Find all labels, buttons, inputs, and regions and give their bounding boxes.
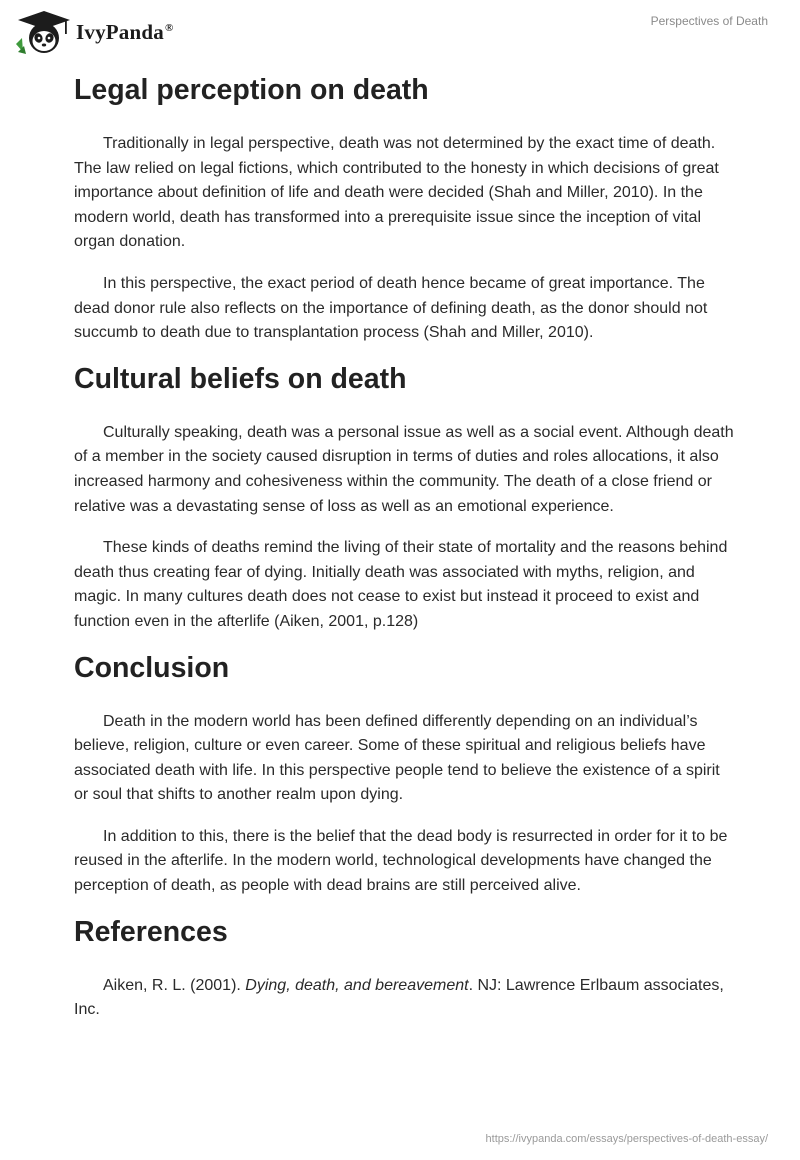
reference-publisher: . NJ: Lawrence Erlbaum associates, Inc. [74, 976, 724, 1019]
section-legal [74, 70, 734, 346]
source-url[interactable]: https://ivypanda.com/essays/perspectives-of-death-essay/ [485, 1133, 768, 1145]
reference-title: Dying, death, and bereavement [245, 976, 469, 994]
reference-entry [74, 974, 734, 1023]
paragraph: Death in the modern world has been defined differently depending on an individual’s believe, religion, culture or even career. Some of these spiritual and religious beliefs have associated death with life. In this perspective people tend to believe the existence of a spirit or soul that shifts to another realm upon dying. [74, 712, 720, 804]
paragraph: In this perspective, the exact period of death hence became of great importance. The dead donor rule also reflects on the importance of defining death, as the donor should not succumb to death due to transplantation process (Shah and Miller, 2010). [74, 274, 708, 342]
section-heading: Cultural beliefs on death [74, 362, 407, 395]
section-heading: Conclusion [74, 651, 230, 684]
panda-graduate-icon [14, 8, 72, 56]
section-heading: Legal perception on death [74, 74, 429, 106]
brand-logo-link[interactable] [14, 8, 173, 56]
reference-authors: Aiken, R. L. (2001). [103, 976, 246, 994]
paragraph: Traditionally in legal perspective, death was not determined by the exact time of death. The law relied on legal fictions, which contributed to the honesty in which decisions of great importance about definition of life and death were decided (Shah and Miller, 2010). In the modern world, death has transformed into a prerequisite issue since the inception of vital organ donation. [74, 135, 719, 251]
paragraph: Culturally speaking, death was a personal issue as well as a social event. Although death of a member in the society caused disruption in terms of duties and roles allocations, it also increased harmony and cohesiveness within the community. The death of a close friend or relative was a devastating sense of loss as well as an emotional experience. [74, 423, 734, 515]
section-references [74, 912, 734, 1023]
essay-content [74, 70, 734, 1023]
registered-mark: ® [164, 21, 174, 34]
brand-name: IvyPanda® [76, 19, 174, 44]
section-conclusion [74, 648, 734, 899]
running-title: Perspectives of Death [650, 14, 768, 28]
paragraph: In addition to this, there is the belief that the dead body is resurrected in order for it to be reused in the afterlife. In the modern world, technological developments have changed the perception of death, as people with dead brains are still perceived alive. [74, 827, 728, 895]
paragraph: These kinds of deaths remind the living of their state of mortality and the reasons behind death thus creating fear of dying. Initially death was associated with myths, religion, and magic. In many cultures death does not cease to exist but instead it proceed to exist and function even in the afterlife (Aiken, 2001, p.128) [74, 539, 728, 630]
section-heading: References [74, 915, 228, 948]
section-cultural [74, 359, 734, 635]
